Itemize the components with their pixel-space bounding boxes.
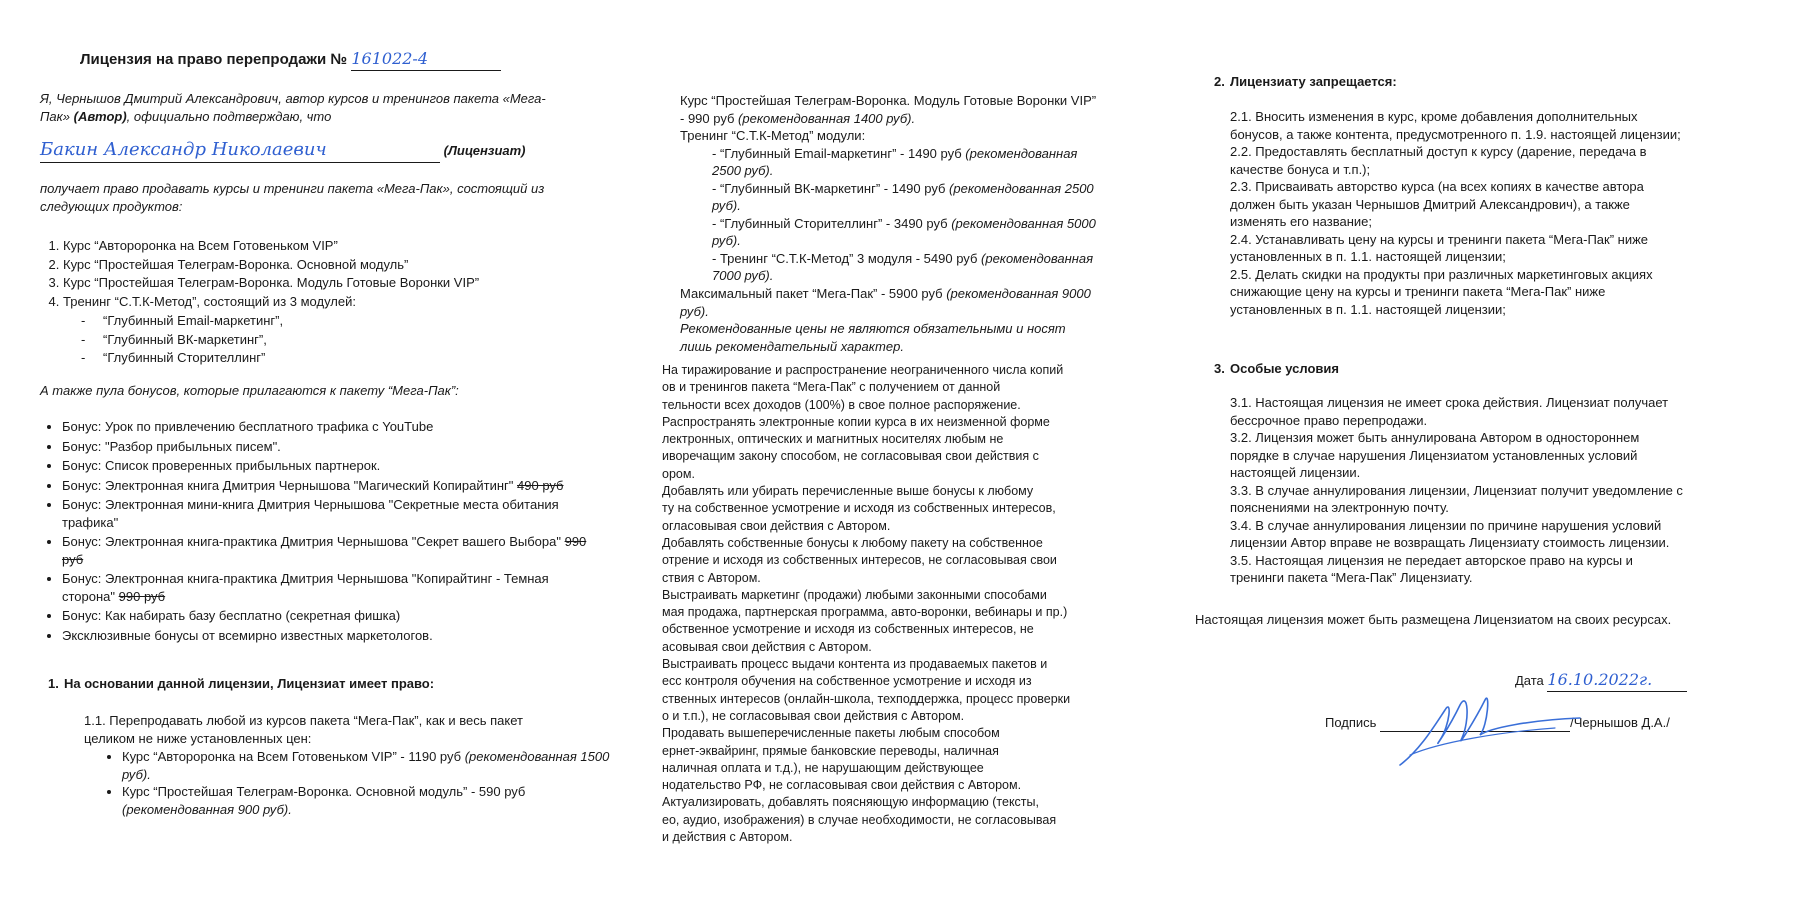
licensee-name: Бакин Александр Николаевич	[40, 138, 440, 163]
product-item	[63, 293, 603, 367]
clause-line: обственное усмотрение и исходя из собственных интересов, не	[662, 622, 1034, 637]
bonus-item: • Бонус: "Разбор прибыльных писем".	[62, 438, 602, 456]
clause-2-5: 2.5. Делать скидки на продукты при различных маркетинговых акциях снижающие цену на курсы и тренинги пакета “Мега-Пак” ниже установленных в п. 1.1. настоящей лицензии;	[1230, 266, 1653, 318]
section-2-clauses	[1230, 108, 1685, 319]
placement-note: Настоящая лицензия может быть размещена Лицензиатом на своих ресурсах.	[1195, 612, 1672, 627]
bonus-item: • Бонус: Список проверенных прибыльных партнерок.	[62, 457, 602, 475]
bonus-item: • Бонус: Электронная книга-практика Дмитрия Чернышова "Секрет вашего Выбора" 990 руб	[62, 533, 602, 568]
clause-line: ствия с Автором.	[662, 570, 761, 585]
clause-3-3: 3.3. В случае аннулирования лицензии, Лицензиат получит уведомление с пояснениями на электронную почту.	[1230, 482, 1683, 516]
prices-continued	[680, 92, 1100, 355]
bonus-intro: А также пула бонусов, которые прилагаются к пакету “Мега-Пак”:	[40, 383, 459, 398]
clause-line: Продавать вышеперечисленные пакеты любым способом	[662, 726, 1000, 741]
bonus-item: • Эксклюзивные бонусы от всемирно известных маркетологов.	[62, 627, 602, 645]
clause-1-1: 1.1. Перепродавать любой из курсов пакета “Мега-Пак”, как и весь пакет целиком не ниже установленных цен:	[84, 713, 523, 746]
signature-label: Подпись	[1325, 715, 1377, 730]
product-item: 3. Курс “Простейшая Телеграм-Воронка. Модуль Готовые Воронки VIP”	[63, 274, 603, 292]
page-1	[0, 0, 610, 900]
products-list	[23, 236, 603, 368]
clause-3-4: 3.4. В случае аннулирования лицензии по причине нарушения условий лицензии Автор вправе не возвращать Лицензиату стоимость лицензии.	[1230, 517, 1670, 551]
clause-3-5: 3.5. Настоящая лицензия не передает авторское право на курсы и тренинги пакета “Мега-Пак” Лицензиату.	[1230, 552, 1633, 586]
page-2	[660, 0, 1100, 900]
date-label: Дата	[1515, 673, 1544, 688]
clause-line: отрение и исходя из собственных интересов, не согласовывая свои	[662, 553, 1057, 568]
clause-line: нодательство РФ, не согласовывая свои действия с Автором.	[662, 778, 1022, 793]
author-tag: (Автор)	[73, 108, 127, 124]
clause-line: есс контроля обучения на собственное усмотрение и исходя из	[662, 674, 1032, 689]
stk-item: - Тренинг “С.Т.К-Метод” 3 модуля - 5490 руб (рекомендованная 7000 руб).	[712, 250, 1094, 284]
modules-list	[63, 312, 603, 367]
rec-note: Рекомендованные цены не являются обязательными и носят лишь рекомендательный характер.	[680, 321, 1066, 354]
clause-2-1: 2.1. Вносить изменения в курс, кроме добавления дополнительных бонусов, а также контента, предусмотренного п. 1.9. настоящей лицензии;	[1230, 109, 1681, 142]
clause-line: Выстраивать маркетинг (продажи) любыми законными способами	[662, 587, 1047, 602]
max-package: Максимальный пакет “Мега-Пак” - 5900 руб (рекомендованная 9000 руб).	[680, 286, 1091, 319]
licensee-tag: (Лицензиат)	[443, 143, 526, 158]
signer-name: /Чернышов Д.А./	[1570, 715, 1670, 730]
section-3-clauses	[1230, 394, 1685, 587]
bonus-item: • Бонус: Урок по привлечению бесплатного трафика с YouTube	[62, 418, 602, 436]
stk-item: - “Глубинный ВК-маркетинг” - 1490 руб (рекомендованная 2500 руб).	[712, 180, 1094, 214]
module-item: - “Глубинный Email-маркетинг”,	[103, 312, 603, 330]
old-price: 990 руб	[62, 534, 587, 567]
clause-line: Актуализировать, добавлять поясняющую информацию (тексты,	[662, 795, 1039, 810]
clause-line: Выстраивать процесс выдачи контента из продаваемых пакетов и	[662, 657, 1048, 672]
handwritten-signature	[1380, 680, 1610, 780]
clause-line: Распространять электронные копии курса в их неизменной форме	[662, 414, 1050, 429]
clause-3-2: 3.2. Лицензия может быть аннулирована Автором в одностороннем порядке в случае нарушения Лицензиатом установленных условий настоящей лицензии.	[1230, 430, 1640, 481]
clause-line: огласовывая свои действия с Автором.	[662, 518, 891, 533]
stk-title: Тренинг “С.Т.К-Метод” модули:	[680, 128, 866, 144]
clause-2-3: 2.3. Присваивать авторство курса (на всех копиях в качестве автора должен быть указан Чернышов Дмитрий Александрович), а также изменять его название;	[1230, 179, 1644, 230]
clause-line: ственных интересов (онлайн-школа, техподдержка, процесс проверки	[662, 691, 1071, 706]
clause-3-1: 3.1. Настоящая лицензия не имеет срока действия. Лицензиат получает бессрочное право перепродажи.	[1230, 395, 1669, 428]
clause-line: о и т.п.), не согласовывая свои действия с Автором.	[662, 708, 965, 723]
clause-2-4: 2.4. Устанавливать цену на курсы и тренинги пакета “Мега-Пак” ниже установленных в п. 1.1. настоящей лицензии;	[1230, 231, 1649, 265]
clause-line: ернет-эквайринг, прямые банковские переводы, наличная	[662, 743, 999, 758]
section-3-heading: 3. Особые условия	[1214, 361, 1339, 376]
bonus-list	[10, 416, 602, 647]
price-list	[54, 748, 622, 818]
clause-line: асовывая свои действия с Автором.	[662, 639, 872, 654]
clause-line: ео, аудио, изображения) в случае необходимости, не согласовывая	[662, 812, 1057, 827]
clause-line: мая продажа, партнерская программа, авто-воронки, вебинары и пр.)	[662, 605, 1068, 620]
product-item: 2. Курс “Простейшая Телеграм-Воронка. Основной модуль”	[63, 256, 603, 274]
price-item: Курс “Простейшая Телеграм-Воронка. Модуль Готовые Воронки VIP” - 990 руб (рекомендованная 1400 руб).	[680, 93, 1097, 126]
clause-line: ту на собственное усмотрение и исходя из собственных интересов,	[662, 501, 1056, 516]
bonus-item: • Бонус: Как набирать базу бесплатно (секретная фишка)	[62, 607, 602, 625]
price-item: • Курс “Простейшая Телеграм-Воронка. Основной модуль” - 590 руб (рекомендованная 900 руб).	[122, 783, 622, 818]
page-3	[1190, 0, 1800, 900]
stk-item: - “Глубинный Email-маркетинг” - 1490 руб (рекомендованная 2500 руб).	[712, 145, 1078, 179]
section-2-heading: 2. Лицензиату запрещается:	[1214, 74, 1397, 89]
clause-line: тельности всех доходов (100%) в свое полное распоряжение.	[662, 397, 1021, 412]
intro-paragraph	[40, 90, 560, 125]
clause-line: иворечащим закону способом, не согласовывая свои действия с	[662, 449, 1039, 464]
clause-line: Добавлять собственные бонусы к любому пакету на собственное	[662, 535, 1043, 550]
clause-2-2: 2.2. Предоставлять бесплатный доступ к курсу (дарение, передача в качестве бонуса и т.п.);	[1230, 144, 1647, 177]
clause-line: Добавлять или убирать перечисленные выше бонусы к любому	[662, 484, 1034, 499]
old-price: 490 руб	[517, 477, 564, 493]
clause-line: и действия с Автором.	[662, 830, 793, 845]
intro-text: Я, Чернышов Дмитрий Александрович, автор курсов и тренингов пакета «Мега-Пак»	[40, 91, 546, 124]
licensee-line	[40, 138, 560, 163]
section-1-heading: 1. На основании данной лицензии, Лицензиат имеет право:	[48, 676, 435, 691]
clause-line: ов и тренингов пакета “Мега-Пак” с получением от данной	[662, 380, 1001, 395]
module-item: - “Глубинный Сторителлинг”	[103, 349, 603, 367]
stk-item: - “Глубинный Сторителлинг” - 3490 руб (рекомендованная 5000 руб).	[712, 215, 1096, 249]
bonus-item: • Бонус: Электронная книга Дмитрия Чернышова "Магический Копирайтинг" 490 руб	[62, 477, 602, 495]
clause-line: лектронных, оптических и магнитных носителях любым не	[662, 432, 1004, 447]
license-title-line	[80, 48, 501, 71]
bonus-item: • Бонус: Электронная книга-практика Дмитрия Чернышова "Копирайтинг - Темная сторона" 990 руб	[62, 570, 602, 605]
license-number: 161022-4	[351, 48, 501, 71]
clause-line: ором.	[662, 466, 695, 481]
product-item: 1. Курс “Автороронка на Всем Готовеньком VIP”	[63, 237, 603, 255]
price-item: • Курс “Автороронка на Всем Готовеньком VIP” - 1190 руб (рекомендованная 1500 руб).	[122, 748, 622, 783]
old-price: 990 руб	[118, 588, 166, 604]
bonus-item: • Бонус: Электронная мини-книга Дмитрия Чернышова "Секретные места обитания трафика"	[62, 496, 602, 531]
module-item: - “Глубинный ВК-маркетинг”,	[103, 331, 603, 349]
product-item-text: Тренинг “С.Т.К-Метод”, состоящий из 3 модулей:	[63, 293, 356, 309]
receives-paragraph: получает право продавать курсы и тренинги пакета «Мега-Пак», состоящий из следующих продуктов:	[40, 181, 545, 214]
clause-line: наличная оплата и т.д.), не нарушающим действующее	[662, 760, 984, 775]
date-value: 16.10.2022г.	[1547, 669, 1687, 692]
intro-text-2: , официально подтверждаю, что	[126, 108, 332, 124]
clause-line: На тиражирование и распространение неограниченного числа копий	[662, 363, 1064, 377]
license-title: Лицензия на право перепродажи №	[80, 51, 348, 68]
clipped-clauses	[662, 362, 1092, 846]
